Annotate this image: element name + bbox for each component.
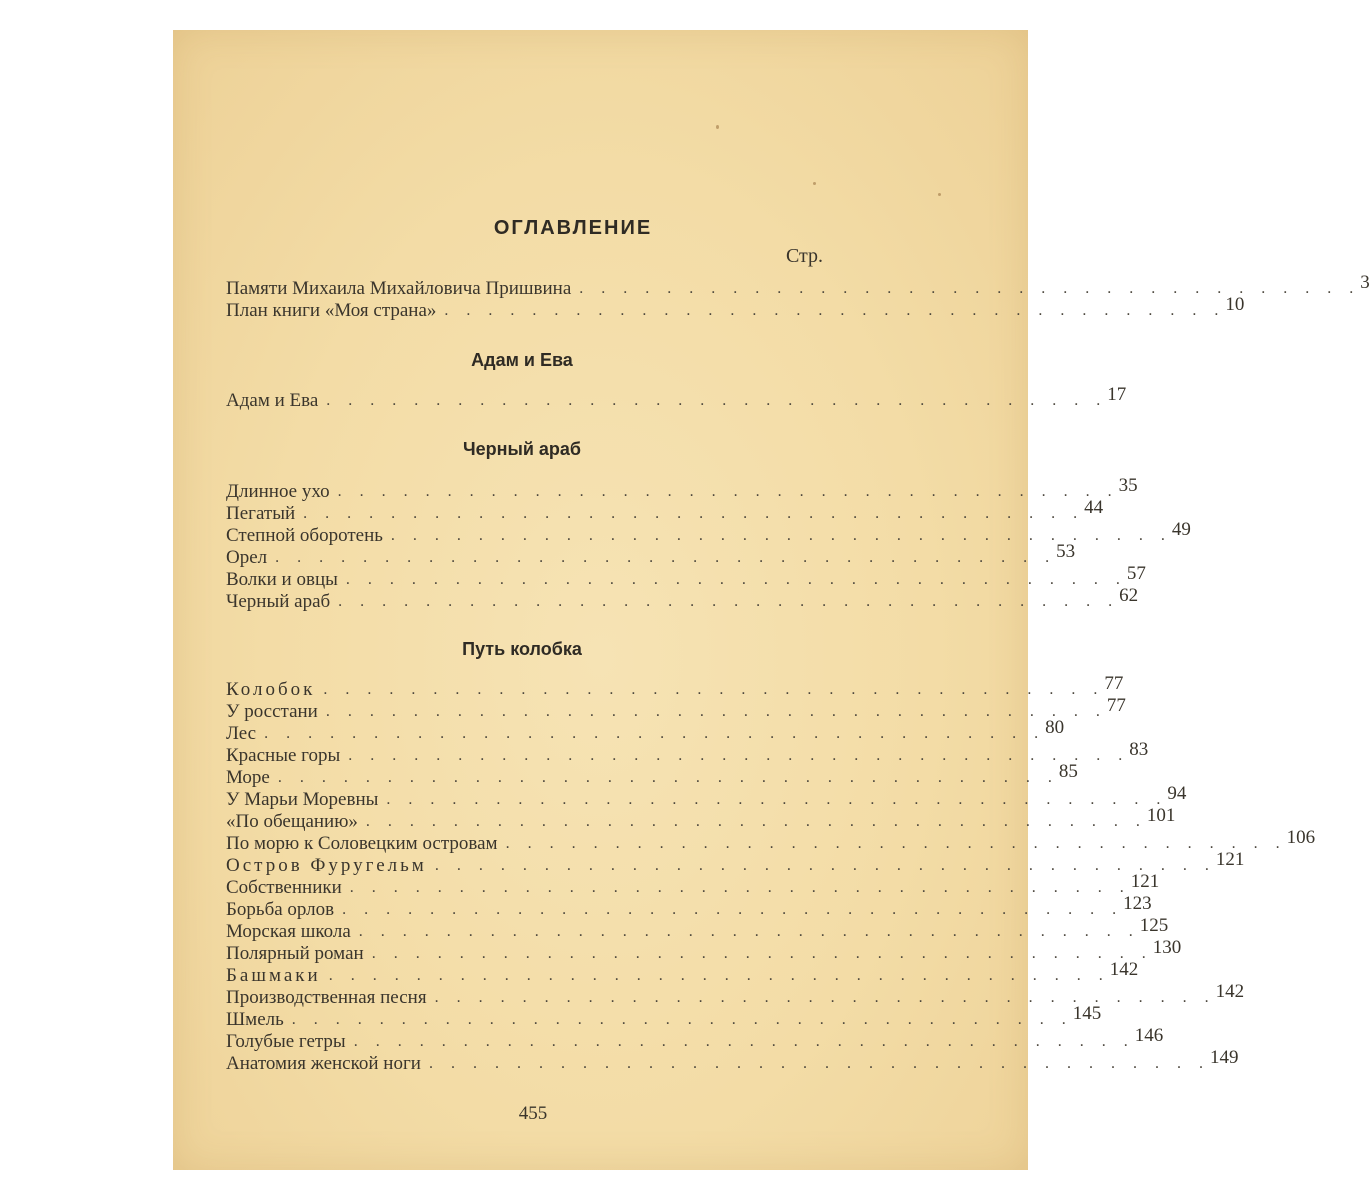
toc-entry-page: 17 — [1107, 384, 1127, 405]
toc-entry — [226, 1025, 1164, 1053]
toc-leader-dots: . . . . . . . . . . . . . . . . . . . . . . . . . . . . . . . . . . . . — [337, 483, 1119, 500]
contents-heading: ОГЛАВЛЕНИЕ — [493, 217, 653, 239]
toc-entry — [226, 981, 1245, 1009]
section-heading-adam-eve: Адам и Ева — [471, 350, 573, 370]
toc-entry — [226, 497, 1104, 525]
toc-entry-title: Орел — [226, 547, 268, 568]
toc-entry-page: 149 — [1209, 1047, 1239, 1068]
toc-leader-dots: . . . . . . . . . . . . . . . . . . . . . . . . . . . . . . . . . . . . — [348, 747, 1130, 764]
toc-entry-page: 44 — [1084, 497, 1104, 518]
toc-entry-title: По морю к Соловецким островам — [226, 833, 498, 854]
toc-entry — [226, 827, 1316, 855]
toc-entry-page: 145 — [1072, 1003, 1102, 1024]
toc-entry-title: Волки и овцы — [226, 569, 338, 590]
toc-leader-dots: . . . . . . . . . . . . . . . . . . . . . . . . . . . . . . . . . . . . — [390, 527, 1172, 544]
toc-entry-title: Колобок — [226, 679, 316, 700]
toc-entry-title: Морская школа — [226, 921, 351, 942]
toc-entry-title: Красные горы — [226, 745, 341, 766]
toc-leader-dots: . . . . . . . . . . . . . . . . . . . . . . . . . . . . . . . . . . . . — [326, 392, 1108, 409]
toc-entry-title: Адам и Ева — [226, 390, 319, 411]
toc-leader-dots: . . . . . . . . . . . . . . . . . . . . . . . . . . . . . . . . . . . . — [349, 879, 1131, 896]
toc-leader-dots: . . . . . . . . . . . . . . . . . . . . . . . . . . . . . . . . . . . . — [505, 835, 1287, 852]
toc-leader-dots: . . . . . . . . . . . . . . . . . . . . . . . . . . . . . . . . . . . . — [338, 593, 1120, 610]
toc-entry-title: Остров Фуругельм — [226, 855, 427, 876]
toc-entry-title: Пегатый — [226, 503, 296, 524]
toc-leader-dots: . . . . . . . . . . . . . . . . . . . . . . . . . . . . . . . . . . . . — [275, 549, 1057, 566]
toc-entry-page: 94 — [1167, 783, 1187, 804]
toc-entry — [226, 519, 1191, 547]
paper-speck — [813, 182, 816, 185]
toc-entry — [226, 805, 1176, 833]
toc-entry-title: Шмель — [226, 1009, 284, 1030]
toc-leader-dots: . . . . . . . . . . . . . . . . . . . . . . . . . . . . . . . . . . . . — [291, 1011, 1073, 1028]
toc-entry — [226, 541, 1076, 569]
toc-entry-title: Голубые гетры — [226, 1031, 346, 1052]
toc-leader-dots: . . . . . . . . . . . . . . . . . . . . . . . . . . . . . . . . . . . . — [434, 857, 1216, 874]
paper-speck — [938, 193, 941, 196]
toc-leader-dots: . . . . . . . . . . . . . . . . . . . . . . . . . . . . . . . . . . . . — [303, 505, 1085, 522]
toc-entry-page: 123 — [1123, 893, 1152, 914]
toc-entry-title: План книги «Моя страна» — [226, 300, 437, 321]
toc-entry — [226, 717, 1065, 745]
toc-entry-page: 80 — [1045, 717, 1065, 738]
toc-entry-page: 125 — [1139, 915, 1169, 936]
toc-leader-dots: . . . . . . . . . . . . . . . . . . . . . . . . . . . . . . . . . . . . — [353, 1033, 1135, 1050]
toc-entry-page: 130 — [1152, 937, 1182, 958]
toc-entry — [226, 585, 1139, 613]
toc-entry-page: 77 — [1106, 695, 1126, 716]
toc-entry — [226, 871, 1160, 899]
toc-entry-page: 57 — [1126, 563, 1146, 584]
book-page — [173, 30, 1370, 1170]
toc-entry-page: 121 — [1215, 849, 1245, 870]
toc-entry-page: 3 — [1360, 272, 1370, 293]
toc-entry-page: 121 — [1130, 871, 1160, 892]
toc-entry — [226, 695, 1126, 723]
toc-entry-page: 106 — [1286, 827, 1316, 848]
toc-leader-dots: . . . . . . . . . . . . . . . . . . . . . . . . . . . . . . . . . . . . — [358, 923, 1140, 940]
toc-entry-page: 35 — [1118, 475, 1138, 496]
toc-entry-title: Черный араб — [226, 591, 331, 612]
toc-entry-page: 62 — [1119, 585, 1139, 606]
toc-entry — [226, 959, 1139, 987]
toc-entry — [226, 1047, 1239, 1075]
toc-leader-dots: . . . . . . . . . . . . . . . . . . . . . . . . . . . . . . . . . . . . — [371, 945, 1153, 962]
toc-entry — [226, 294, 1245, 322]
toc-leader-dots: . . . . . . . . . . . . . . . . . . . . . . . . . . . . . . . . . . . . — [345, 571, 1127, 588]
toc-leader-dots: . . . . . . . . . . . . . . . . . . . . . . . . . . . . . . . . . . . . — [325, 703, 1107, 720]
toc-entry-page: 10 — [1225, 294, 1245, 315]
paper-speck — [716, 125, 719, 129]
toc-entry-page: 142 — [1215, 981, 1245, 1002]
toc-entry-page: 85 — [1058, 761, 1078, 782]
toc-entry-page: 49 — [1171, 519, 1191, 540]
toc-entry-page: 77 — [1104, 673, 1124, 694]
page-column-label: Стр. — [785, 245, 823, 267]
toc-entry-page: 142 — [1109, 959, 1139, 980]
toc-entry-title: Производственная песня — [226, 987, 427, 1008]
toc-entry-title: Собственники — [226, 877, 342, 898]
toc-leader-dots: . . . . . . . . . . . . . . . . . . . . . . . . . . . . . . . . . . . . — [365, 813, 1147, 830]
toc-entry-title: Длинное ухо — [226, 481, 330, 502]
toc-entry-title: «По обещанию» — [226, 811, 358, 832]
toc-entry — [226, 272, 1370, 300]
toc-entry — [226, 475, 1138, 503]
toc-entry-title: Памяти Михаила Михайловича Пришвина — [226, 278, 572, 299]
toc-entry — [226, 937, 1182, 965]
toc-entry-title: Море — [226, 767, 270, 788]
toc-entry — [226, 739, 1149, 767]
footer-page-number: 455 — [518, 1103, 548, 1124]
toc-entry-page: 146 — [1134, 1025, 1164, 1046]
toc-entry — [226, 915, 1169, 943]
toc-leader-dots: . . . . . . . . . . . . . . . . . . . . . . . . . . . . . . . . . . . . — [323, 681, 1105, 698]
toc-leader-dots: . . . . . . . . . . . . . . . . . . . . . . . . . . . . . . . . . . . . — [342, 901, 1124, 918]
toc-leader-dots: . . . . . . . . . . . . . . . . . . . . . . . . . . . . . . . . . . . . — [386, 791, 1168, 808]
toc-entry — [226, 849, 1245, 877]
toc-leader-dots: . . . . . . . . . . . . . . . . . . . . . . . . . . . . . . . . . . . . — [428, 1055, 1210, 1072]
toc-leader-dots: . . . . . . . . . . . . . . . . . . . . . . . . . . . . . . . . . . . . — [277, 769, 1059, 786]
toc-entry-title: У Марьи Моревны — [226, 789, 379, 810]
toc-entry — [226, 761, 1078, 789]
toc-entry — [226, 1003, 1102, 1031]
toc-entry-title: Полярный роман — [226, 943, 364, 964]
toc-leader-dots: . . . . . . . . . . . . . . . . . . . . . . . . . . . . . . . . . . . . — [434, 989, 1216, 1006]
toc-entry-title: Анатомия женской ноги — [226, 1053, 421, 1074]
section-heading-kolobok-path: Путь колобка — [462, 639, 582, 659]
section-heading-black-arab: Черный араб — [462, 439, 582, 459]
toc-leader-dots: . . . . . . . . . . . . . . . . . . . . . . . . . . . . . . . . . . . . — [444, 302, 1226, 319]
toc-entry — [226, 783, 1187, 811]
toc-entry — [226, 673, 1124, 701]
toc-entry-title: Башмаки — [226, 965, 321, 986]
toc-entry-title: У росстани — [226, 701, 318, 722]
toc-entry-title: Борьба орлов — [226, 899, 335, 920]
toc-leader-dots: . . . . . . . . . . . . . . . . . . . . . . . . . . . . . . . . . . . . — [579, 280, 1361, 297]
toc-entry-page: 83 — [1129, 739, 1149, 760]
toc-entry — [226, 384, 1127, 412]
toc-entry — [226, 563, 1146, 591]
toc-leader-dots: . . . . . . . . . . . . . . . . . . . . . . . . . . . . . . . . . . . . — [264, 725, 1046, 742]
toc-entry-page: 53 — [1056, 541, 1076, 562]
toc-entry-title: Лес — [226, 723, 257, 744]
toc-entry-title: Степной оборотень — [226, 525, 383, 546]
toc-leader-dots: . . . . . . . . . . . . . . . . . . . . . . . . . . . . . . . . . . . . — [328, 967, 1110, 984]
toc-entry-page: 101 — [1146, 805, 1176, 826]
toc-entry — [226, 893, 1152, 921]
